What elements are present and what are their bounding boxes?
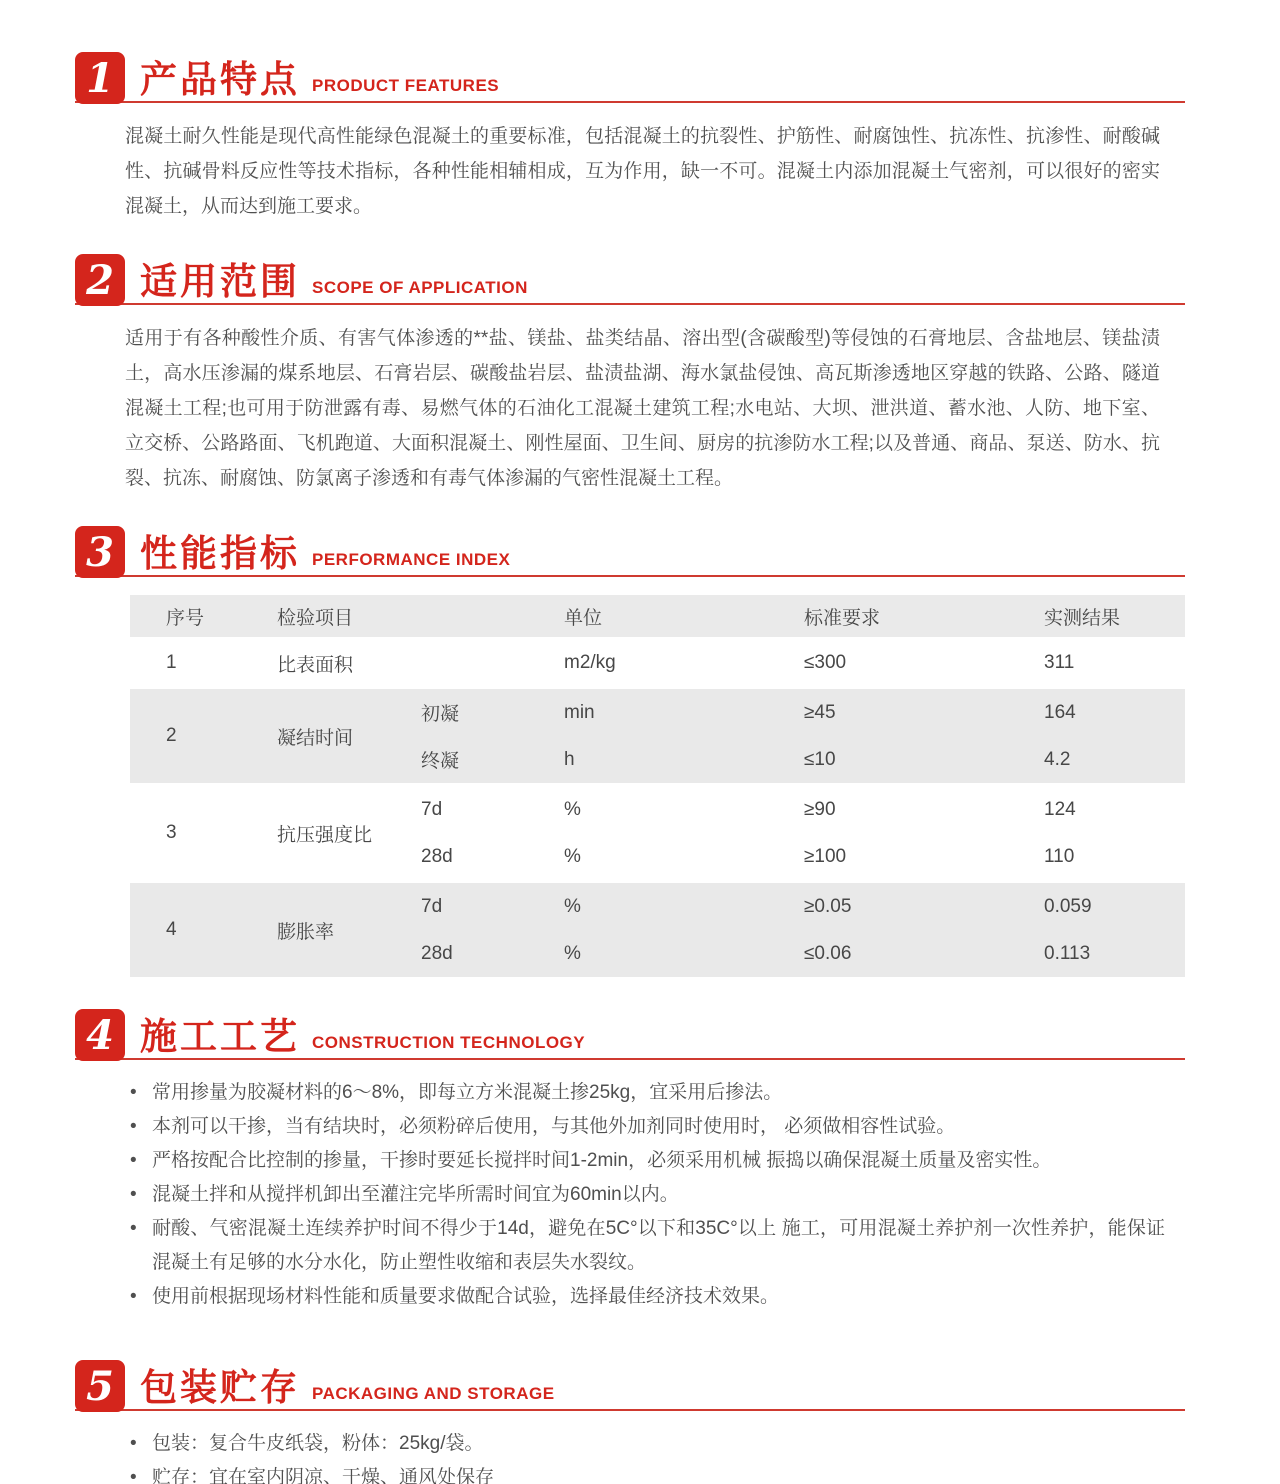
bullet-list [130,1076,1165,1314]
bullet-dot-icon: • [130,1184,137,1205]
section-construction-technology [75,1009,1185,1314]
section-performance-index [75,526,1185,977]
bullet-list [130,1427,1165,1484]
cell-no: 1 [166,652,177,673]
bullet-item [130,1144,1165,1178]
section-header [75,52,1185,103]
bullet-text: 常用掺量为胶凝材料的6～8%，即每立方米混凝土掺25kg，宜采用后掺法。 [152,1082,783,1103]
cell-unit: % [564,895,581,917]
cell-result: 311 [1044,652,1075,673]
section-paragraph: 混凝土耐久性能是现代高性能绿色混凝土的重要标准，包括混凝土的抗裂性、护筋性、耐腐蚀性、抗冻性、抗渗性、耐酸碱性、抗碱骨料反应性等技术指标，各种性能相辅相成，互为作用，缺一不可。混凝土内添加混凝土气密剂，可以很好的密实混凝土，从而达到施工要求。 [125,126,1160,217]
bullet-text: 严格按配合比控制的掺量，干掺时要延长搅拌时间1-2min，必须采用机械 振捣以确保混凝土质量及密实性。 [152,1150,1052,1171]
col-header-unit: 单位 [564,607,603,629]
cell-unit: % [564,798,581,820]
bullet-dot-icon: • [130,1150,137,1171]
section-header [75,254,1185,305]
cell-sub: 28d [421,942,453,964]
col-header-standard: 标准要求 [804,607,881,629]
bullet-dot-icon: • [130,1467,137,1484]
bullet-text: 使用前根据现场材料性能和质量要求做配合试验，选择最佳经济技术效果。 [152,1286,780,1307]
col-header-item: 检验项目 [277,607,354,629]
bullet-dot-icon: • [130,1218,137,1239]
section-header [75,526,1185,577]
cell-standard: ≥45 [804,701,836,723]
bullet-text: 贮存：宜在室内阴凉、干燥、通风处保存 [152,1467,495,1484]
bullet-dot-icon: • [130,1286,137,1307]
table-row [130,786,1185,880]
col-header-result: 实测结果 [1044,607,1121,629]
bullet-text: 耐酸、气密混凝土连续养护时间不得少于14d，避免在5C°以下和35C°以上 施工，可用混凝土养护剂一次性养护，能保证混凝土有足够的水分水化，防止塑性收缩和表层失水裂纹。 [152,1218,1165,1273]
section-number-badge: 2 [75,254,125,306]
cell-unit: min [564,701,595,723]
cell-standard: ≥100 [804,845,847,867]
section-title-zh: 施工工艺 [140,1016,300,1057]
section-title-en: SCOPE OF APPLICATION [312,278,528,297]
cell-item: 抗压强度比 [277,824,373,846]
cell-standard: ≤300 [804,652,847,673]
cell-sub: 7d [421,798,443,820]
cell-item: 比表面积 [277,654,354,676]
section-number-badge: 3 [75,526,125,578]
section-title-en: PRODUCT FEATURES [312,76,500,95]
cell-unit: % [564,942,581,964]
section-packaging-and-storage [75,1360,1185,1484]
cell-standard: ≥90 [804,798,836,820]
cell-sub: 初凝 [421,704,460,725]
bullet-dot-icon: • [130,1433,137,1454]
bullet-item [130,1076,1165,1110]
cell-no: 4 [166,919,177,940]
section-header [75,1009,1185,1060]
cell-result: 4.2 [1044,748,1071,770]
cell-result: 110 [1044,845,1075,867]
bullet-item [130,1427,1165,1461]
cell-no: 3 [166,822,177,843]
section-title-zh: 适用范围 [140,261,300,302]
table-row [130,689,1185,783]
cell-result: 0.059 [1044,895,1092,917]
cell-result: 124 [1044,798,1076,820]
bullet-dot-icon: • [130,1082,137,1103]
cell-no: 2 [166,725,177,746]
col-header-no: 序号 [166,607,205,629]
section-number-badge: 4 [75,1009,125,1061]
section-title-en: PACKAGING AND STORAGE [312,1384,555,1403]
bullet-dot-icon: • [130,1116,137,1137]
cell-standard: ≤10 [804,748,836,770]
cell-sub: 28d [421,845,453,867]
table-header-row [130,595,1185,637]
section-title-zh: 产品特点 [140,59,300,100]
bullet-item [130,1110,1165,1144]
bullet-item [130,1280,1165,1314]
section-scope-of-application [75,254,1185,496]
bullet-item [130,1178,1165,1212]
bullet-text: 混凝土拌和从搅拌机卸出至灌注完毕所需时间宜为60min以内。 [152,1184,679,1205]
cell-sub: 7d [421,895,443,917]
cell-unit: m2/kg [564,652,616,673]
section-number-badge: 1 [75,52,125,104]
col-header-sub [415,595,550,637]
cell-item: 凝结时间 [277,727,354,749]
section-title-zh: 包装贮存 [140,1367,300,1408]
cell-sub [415,640,550,686]
bullet-text: 本剂可以干掺，当有结块时，必须粉碎后使用，与其他外加剂同时使用时， 必须做相容性试验。 [152,1116,956,1137]
bullet-text: 包装：复合牛皮纸袋，粉体：25kg/袋。 [152,1433,484,1454]
section-title-en: CONSTRUCTION TECHNOLOGY [312,1033,586,1052]
section-title-en: PERFORMANCE INDEX [312,550,511,569]
bullet-item [130,1212,1165,1280]
bullet-item [130,1461,1165,1484]
cell-sub: 终凝 [421,751,460,772]
cell-standard: ≤0.06 [804,942,852,964]
cell-result: 0.113 [1044,942,1091,964]
section-header [75,1360,1185,1411]
table-row [130,883,1185,977]
cell-unit: h [564,748,575,770]
cell-standard: ≥0.05 [804,895,852,917]
section-title-zh: 性能指标 [140,533,300,574]
cell-item: 膨胀率 [277,921,335,943]
section-paragraph: 适用于有各种酸性介质、有害气体渗透的**盐、镁盐、盐类结晶、溶出型(含碳酸型)等侵蚀的石膏地层、含盐地层、镁盐渍土，高水压渗漏的煤系地层、石膏岩层、碳酸盐岩层、盐渍盐湖、海水氯盐侵蚀、高瓦斯渗透地区穿越的铁路、公路、隧道混凝土工程;也可用于防泄露有毒、易燃气体的石油化工混凝土建筑工程;水电站、大坝、泄洪道、蓄水池、人防、地下室、立交桥、公路路面、飞机跑道、大面积混凝土、刚性屋面、卫生间、厨房的抗渗防水工程;以及普通、商品、泵送、防水、抗裂、抗冻、耐腐蚀、防氯离子渗透和有毒气体渗漏的气密性混凝土工程。 [125,328,1160,489]
table-row [130,640,1185,686]
section-number-badge: 5 [75,1360,125,1412]
performance-table [130,595,1185,977]
section-product-features [75,52,1185,224]
cell-result: 164 [1044,701,1076,723]
cell-unit: % [564,845,581,867]
